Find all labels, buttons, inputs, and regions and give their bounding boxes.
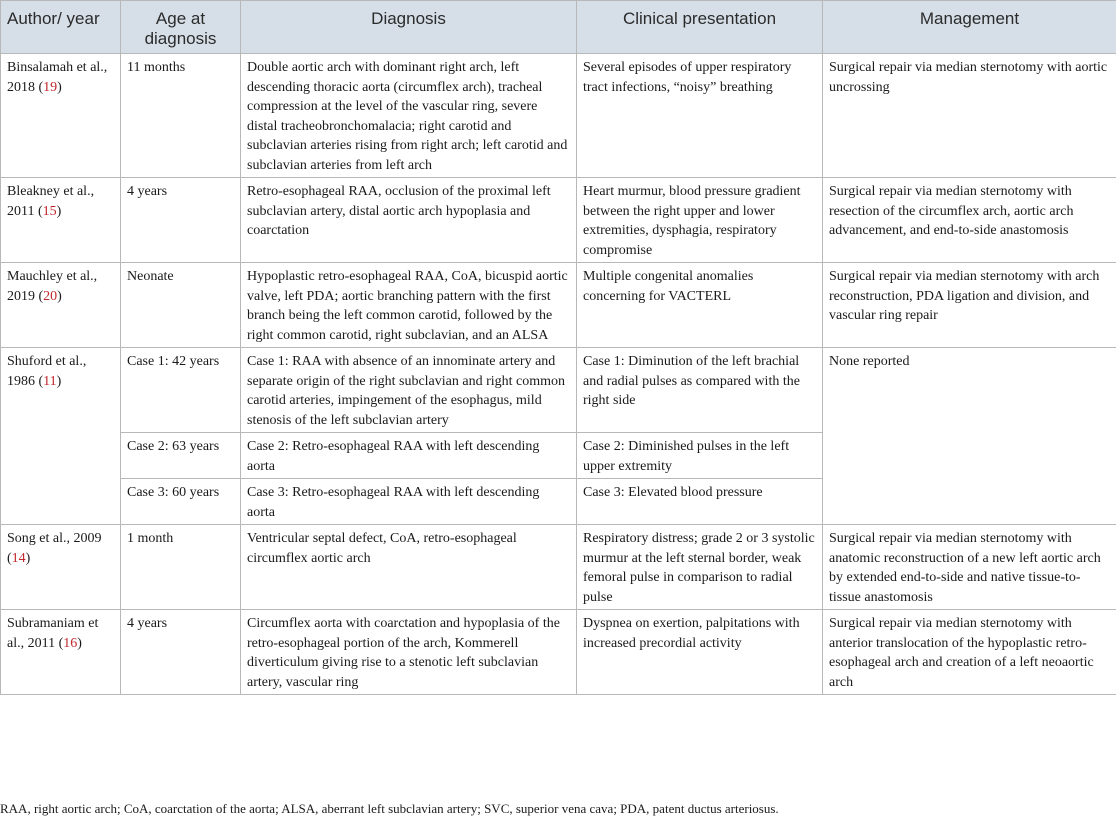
author-cell: Mauchley et al., 2019 (20) bbox=[1, 263, 121, 348]
age-cell: Case 1: 42 years bbox=[121, 348, 241, 433]
table-footnote: RAA, right aortic arch; CoA, coarctation of the aorta; ALSA, aberrant left subclavian artery; SVC, superior vena cava; PDA, patent ductus arteriosus. bbox=[0, 801, 779, 816]
presentation-cell: Dyspnea on exertion, palpitations with increased precordial activity bbox=[577, 610, 823, 695]
diagnosis-cell: Retro-esophageal RAA, occlusion of the proximal left subclavian artery, distal aortic arch hypoplasia and coarctation bbox=[241, 178, 577, 263]
age-cell: Case 2: 63 years bbox=[121, 433, 241, 479]
author-cell: Subramaniam et al., 2011 (16) bbox=[1, 610, 121, 695]
age-cell: 1 month bbox=[121, 525, 241, 610]
age-cell: 11 months bbox=[121, 54, 241, 178]
author-cell: Song et al., 2009 (14) bbox=[1, 525, 121, 610]
author-cell: Binsalamah et al., 2018 (19) bbox=[1, 54, 121, 178]
table-row bbox=[1, 178, 1116, 263]
diagnosis-cell: Case 3: Retro-esophageal RAA with left descending aorta bbox=[241, 479, 577, 525]
reference-link[interactable]: 15 bbox=[42, 203, 57, 219]
reference-link[interactable]: 16 bbox=[63, 635, 78, 651]
presentation-cell: Case 2: Diminished pulses in the left upper extremity bbox=[577, 433, 823, 479]
header-diagnosis: Diagnosis bbox=[241, 1, 577, 54]
table-row bbox=[1, 348, 1116, 433]
author-cell: Bleakney et al., 2011 (15) bbox=[1, 178, 121, 263]
presentation-cell: Case 3: Elevated blood pressure bbox=[577, 479, 823, 525]
age-cell: 4 years bbox=[121, 610, 241, 695]
table-row bbox=[1, 525, 1116, 610]
reference-link[interactable]: 11 bbox=[43, 373, 57, 389]
reference-link[interactable]: 20 bbox=[43, 288, 58, 304]
reference-link[interactable]: 14 bbox=[11, 550, 26, 566]
presentation-cell: Respiratory distress; grade 2 or 3 systolic murmur at the left sternal border, weak femoral pulse in comparison to radial pulse bbox=[577, 525, 823, 610]
table-row bbox=[1, 263, 1116, 348]
presentation-cell: Case 1: Diminution of the left brachial and radial pulses as compared with the right side bbox=[577, 348, 823, 433]
management-cell: Surgical repair via median sternotomy with aortic uncrossing bbox=[823, 54, 1116, 178]
presentation-cell: Several episodes of upper respiratory tract infections, “noisy” breathing bbox=[577, 54, 823, 178]
management-cell: Surgical repair via median sternotomy with arch reconstruction, PDA ligation and division, and vascular ring repair bbox=[823, 263, 1116, 348]
table-row bbox=[1, 610, 1116, 695]
diagnosis-cell: Case 2: Retro-esophageal RAA with left descending aorta bbox=[241, 433, 577, 479]
presentation-cell: Heart murmur, blood pressure gradient between the right upper and lower extremities, dysphagia, respiratory compromise bbox=[577, 178, 823, 263]
age-cell: Neonate bbox=[121, 263, 241, 348]
diagnosis-cell: Circumflex aorta with coarctation and hypoplasia of the retro-esophageal portion of the arch, Kommerell diverticulum giving rise to a stenotic left subclavian artery, vascular ring bbox=[241, 610, 577, 695]
management-cell: Surgical repair via median sternotomy with anatomic reconstruction of a new left aortic arch by extended end-to-side and native tissue-to-tissue anastomosis bbox=[823, 525, 1116, 610]
reference-link[interactable]: 19 bbox=[43, 79, 58, 95]
table-row bbox=[1, 54, 1116, 178]
age-cell: Case 3: 60 years bbox=[121, 479, 241, 525]
diagnosis-cell: Case 1: RAA with absence of an innominate artery and separate origin of the right subclavian and right common carotid arteries, impingement of the esophagus, mild stenosis of the left subclavian artery bbox=[241, 348, 577, 433]
management-cell: Surgical repair via median sternotomy with resection of the circumflex arch, aortic arch advancement, and end-to-side anastomosis bbox=[823, 178, 1116, 263]
header-author-year: Author/ year bbox=[1, 1, 121, 54]
header-age-at-diagnosis: Age at diagnosis bbox=[121, 1, 241, 54]
header-clinical-presentation: Clinical presentation bbox=[577, 1, 823, 54]
management-cell: None reported bbox=[823, 348, 1116, 525]
author-cell: Shuford et al., 1986 (11) bbox=[1, 348, 121, 525]
diagnosis-cell: Ventricular septal defect, CoA, retro-esophageal circumflex aortic arch bbox=[241, 525, 577, 610]
diagnosis-cell: Double aortic arch with dominant right arch, left descending thoracic aorta (circumflex arch), tracheal compression at the level of the vascular ring, severe distal tracheobronchomalacia; right carotid and subclavian arteries rising from right arch; left carotid and subclavian arteries from left arch bbox=[241, 54, 577, 178]
management-cell: Surgical repair via median sternotomy with anterior translocation of the hypoplastic retro-esophageal arch and creation of a left neoaortic arch bbox=[823, 610, 1116, 695]
header-management: Management bbox=[823, 1, 1116, 54]
presentation-cell: Multiple congenital anomalies concerning for VACTERL bbox=[577, 263, 823, 348]
diagnosis-cell: Hypoplastic retro-esophageal RAA, CoA, bicuspid aortic valve, left PDA; aortic branching pattern with the first branch being the left common carotid, followed by the right common carotid, right subclavian, and an ALSA bbox=[241, 263, 577, 348]
header-row bbox=[1, 1, 1116, 54]
age-cell: 4 years bbox=[121, 178, 241, 263]
